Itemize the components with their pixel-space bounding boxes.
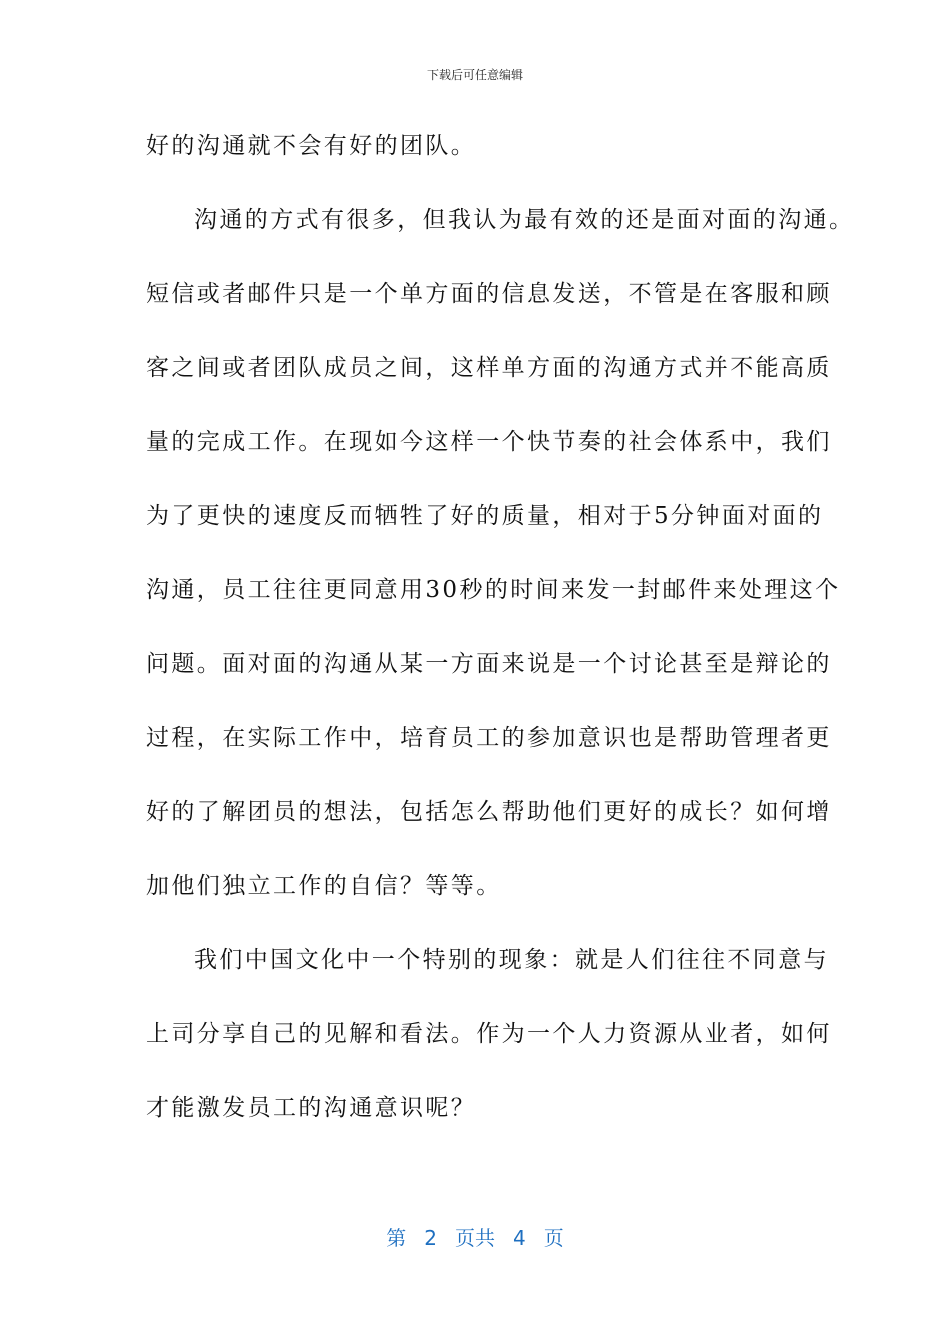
- text-line-11: 加他们独立工作的自信？等等。: [146, 873, 502, 899]
- text-line-3: 短信或者邮件只是一个单方面的信息发送，不管是在客服和顾: [146, 281, 832, 307]
- footer-prefix: 第: [386, 1226, 407, 1250]
- document-body: [146, 121, 855, 1157]
- text-line-7: 沟通，员工往往更同意用30秒的时间来发一封邮件来处理这个: [146, 577, 841, 603]
- footer-suffix: 页: [543, 1226, 564, 1250]
- page-header-note: 下载后可任意编辑: [426, 68, 523, 82]
- text-line-1: 好的沟通就不会有好的团队。: [146, 133, 477, 159]
- text-line-6: 为了更快的速度反而牺牲了好的质量，相对于5分钟面对面的: [146, 503, 824, 529]
- text-line-9: 过程，在实际工作中，培育员工的参加意识也是帮助管理者更: [146, 725, 832, 751]
- footer-total-pages: 4: [513, 1226, 526, 1250]
- text-line-14: 才能激发员工的沟通意识呢？: [146, 1095, 477, 1121]
- text-line-4: 客之间或者团队成员之间，这样单方面的沟通方式并不能高质: [146, 355, 832, 381]
- text-line-12: 我们中国文化中一个特别的现象：就是人们往往不同意与: [194, 947, 829, 973]
- text-line-5: 量的完成工作。在现如今这样一个快节奏的社会体系中，我们: [146, 429, 832, 455]
- text-line-8: 问题。面对面的沟通从某一方面来说是一个讨论甚至是辩论的: [146, 651, 832, 677]
- text-line-10: 好的了解团员的想法，包括怎么帮助他们更好的成长？如何增: [146, 799, 832, 825]
- text-line-2: 沟通的方式有很多，但我认为最有效的还是面对面的沟通。: [194, 207, 855, 233]
- page-footer: [0, 1224, 950, 1252]
- text-line-13: 上司分享自己的见解和看法。作为一个人力资源从业者，如何: [146, 1021, 832, 1047]
- footer-current-page: 2: [424, 1226, 437, 1250]
- footer-middle: 页共: [455, 1226, 495, 1250]
